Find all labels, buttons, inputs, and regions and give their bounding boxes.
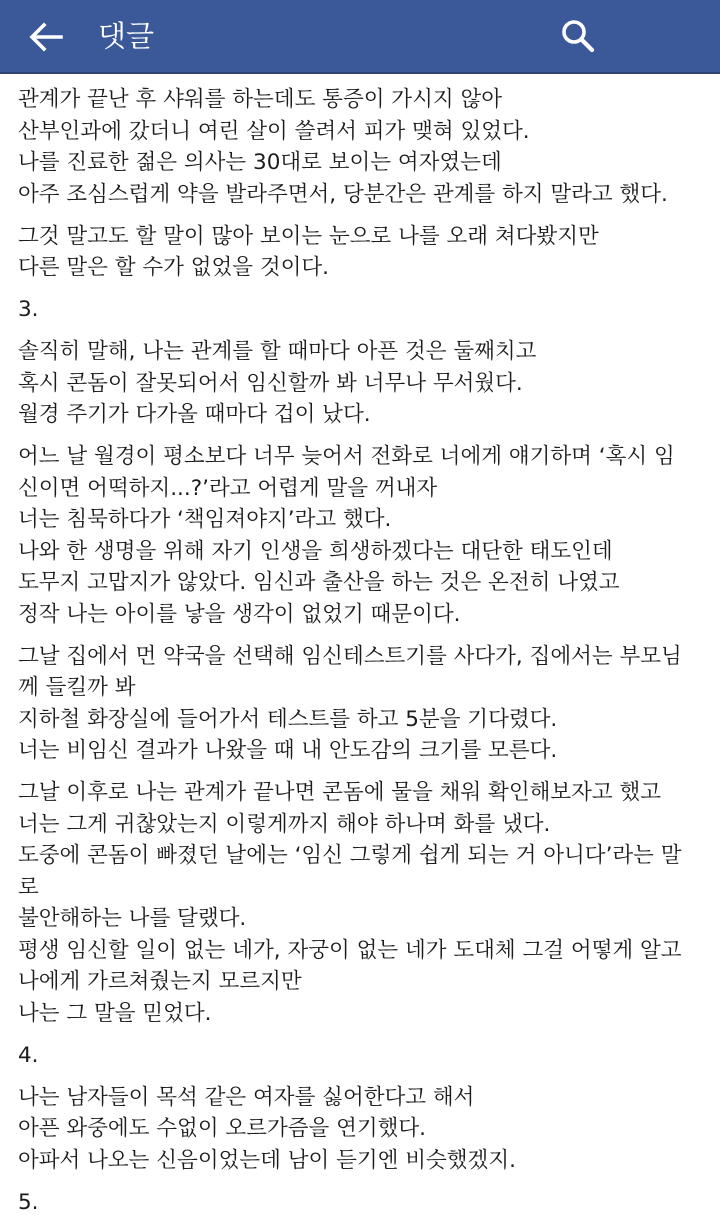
text-line: 솔직히 말해, 나는 관계를 할 때마다 아픈 것은 둘째치고 <box>18 339 537 364</box>
comment-body <box>0 74 720 1218</box>
text-line: 그것 말고도 할 말이 많아 보이는 눈으로 나를 오래 쳐다봤지만 <box>18 223 599 249</box>
text-line: 월경 주기가 다가올 때마다 겁이 났다. <box>18 402 371 427</box>
text-line: 아픈 와중에도 수없이 오르가즘을 연기했다. <box>18 1116 427 1141</box>
comment-paragraph <box>18 336 700 431</box>
text-line: 관계가 끝난 후 샤워를 하는데도 통증이 가시지 않아 <box>18 87 502 112</box>
arrow-left-icon <box>29 22 63 52</box>
search-icon <box>560 18 596 54</box>
text-line: 아주 조심스럽게 약을 발라주면서, 당분간은 관계를 하지 말라고 했다. <box>18 181 668 207</box>
text-line: 3. <box>18 297 39 322</box>
text-line: 아파서 나오는 신음이었는데 남이 듣기엔 비슷했겠지. <box>18 1147 516 1173</box>
text-line: 신이면 어떡하지...?’라고 어렵게 말을 꺼내자 <box>18 475 438 501</box>
comment-paragraph <box>18 641 700 767</box>
comment-paragraph <box>18 1082 700 1177</box>
app-bar <box>0 0 720 74</box>
comment-paragraph <box>18 777 700 1029</box>
back-button[interactable] <box>22 13 70 61</box>
text-line: 그날 이후로 나는 관계가 끝나면 콘돔에 물을 채워 확인해보자고 했고 <box>18 780 662 805</box>
text-line: 산부인과에 갔더니 여린 살이 쓸려서 피가 맺혀 있었다. <box>18 118 530 144</box>
text-line: 다른 말은 할 수가 없었을 것이다. <box>18 255 330 280</box>
comment-paragraph <box>18 1040 700 1072</box>
text-line: 너는 비임신 결과가 나왔을 때 내 안도감의 크기를 모른다. <box>18 738 558 763</box>
text-line: 혹시 콘돔이 잘못되어서 임신할까 봐 너무나 무서웠다. <box>18 370 523 396</box>
text-line: 도무지 고맙지가 않았다. 임신과 출산을 하는 것은 온전히 나였고 <box>18 570 620 595</box>
text-line: 께 들킬까 봐 <box>18 675 136 700</box>
text-line: 그날 집에서 먼 약국을 선택해 임신테스트기를 사다가, 집에서는 부모님 <box>18 643 682 669</box>
text-line: 나를 진료한 젊은 의사는 30대로 보이는 여자였는데 <box>18 150 502 175</box>
comment-paragraph <box>18 294 700 326</box>
text-line: 정작 나는 아이를 낳을 생각이 없었기 때문이다. <box>18 601 461 627</box>
text-line: 나에게 가르쳐줬는지 모르지만 <box>18 969 302 994</box>
text-line: 어느 날 월경이 평소보다 너무 늦어서 전화로 너에게 얘기하며 ‘혹시 임 <box>18 444 675 469</box>
text-line: 4. <box>18 1042 39 1068</box>
search-button[interactable] <box>553 11 603 61</box>
text-line: 도중에 콘돔이 빠졌던 날에는 ‘임신 그렇게 쉽게 되는 거 아니다’라는 말 <box>18 843 682 868</box>
text-line: 나는 남자들이 목석 같은 여자를 싫어한다고 해서 <box>18 1084 475 1110</box>
text-line: 평생 임신할 일이 없는 네가, 자궁이 없는 네가 도대체 그걸 어떻게 알고 <box>18 937 682 963</box>
comment-paragraph <box>18 1187 700 1219</box>
comment-paragraph <box>18 441 700 630</box>
page-title: 댓글 <box>98 19 155 53</box>
text-line: 너는 그게 귀찮았는지 이렇게까지 해야 하나며 화를 냈다. <box>18 811 551 837</box>
text-line: 로 <box>18 874 39 900</box>
text-line: 5. <box>18 1189 39 1215</box>
comment-paragraph <box>18 84 700 210</box>
comment-paragraph <box>18 221 700 284</box>
text-line: 너는 침묵하다가 ‘책임져야지’라고 했다. <box>18 507 392 532</box>
text-line: 나는 그 말을 믿었다. <box>18 1000 212 1026</box>
text-line: 나와 한 생명을 위해 자기 인생을 희생하겠다는 대단한 태도인데 <box>18 538 613 564</box>
text-line: 불안해하는 나를 달랬다. <box>18 906 247 931</box>
text-line: 지하철 화장실에 들어가서 테스트를 하고 5분을 기다렸다. <box>18 706 558 732</box>
